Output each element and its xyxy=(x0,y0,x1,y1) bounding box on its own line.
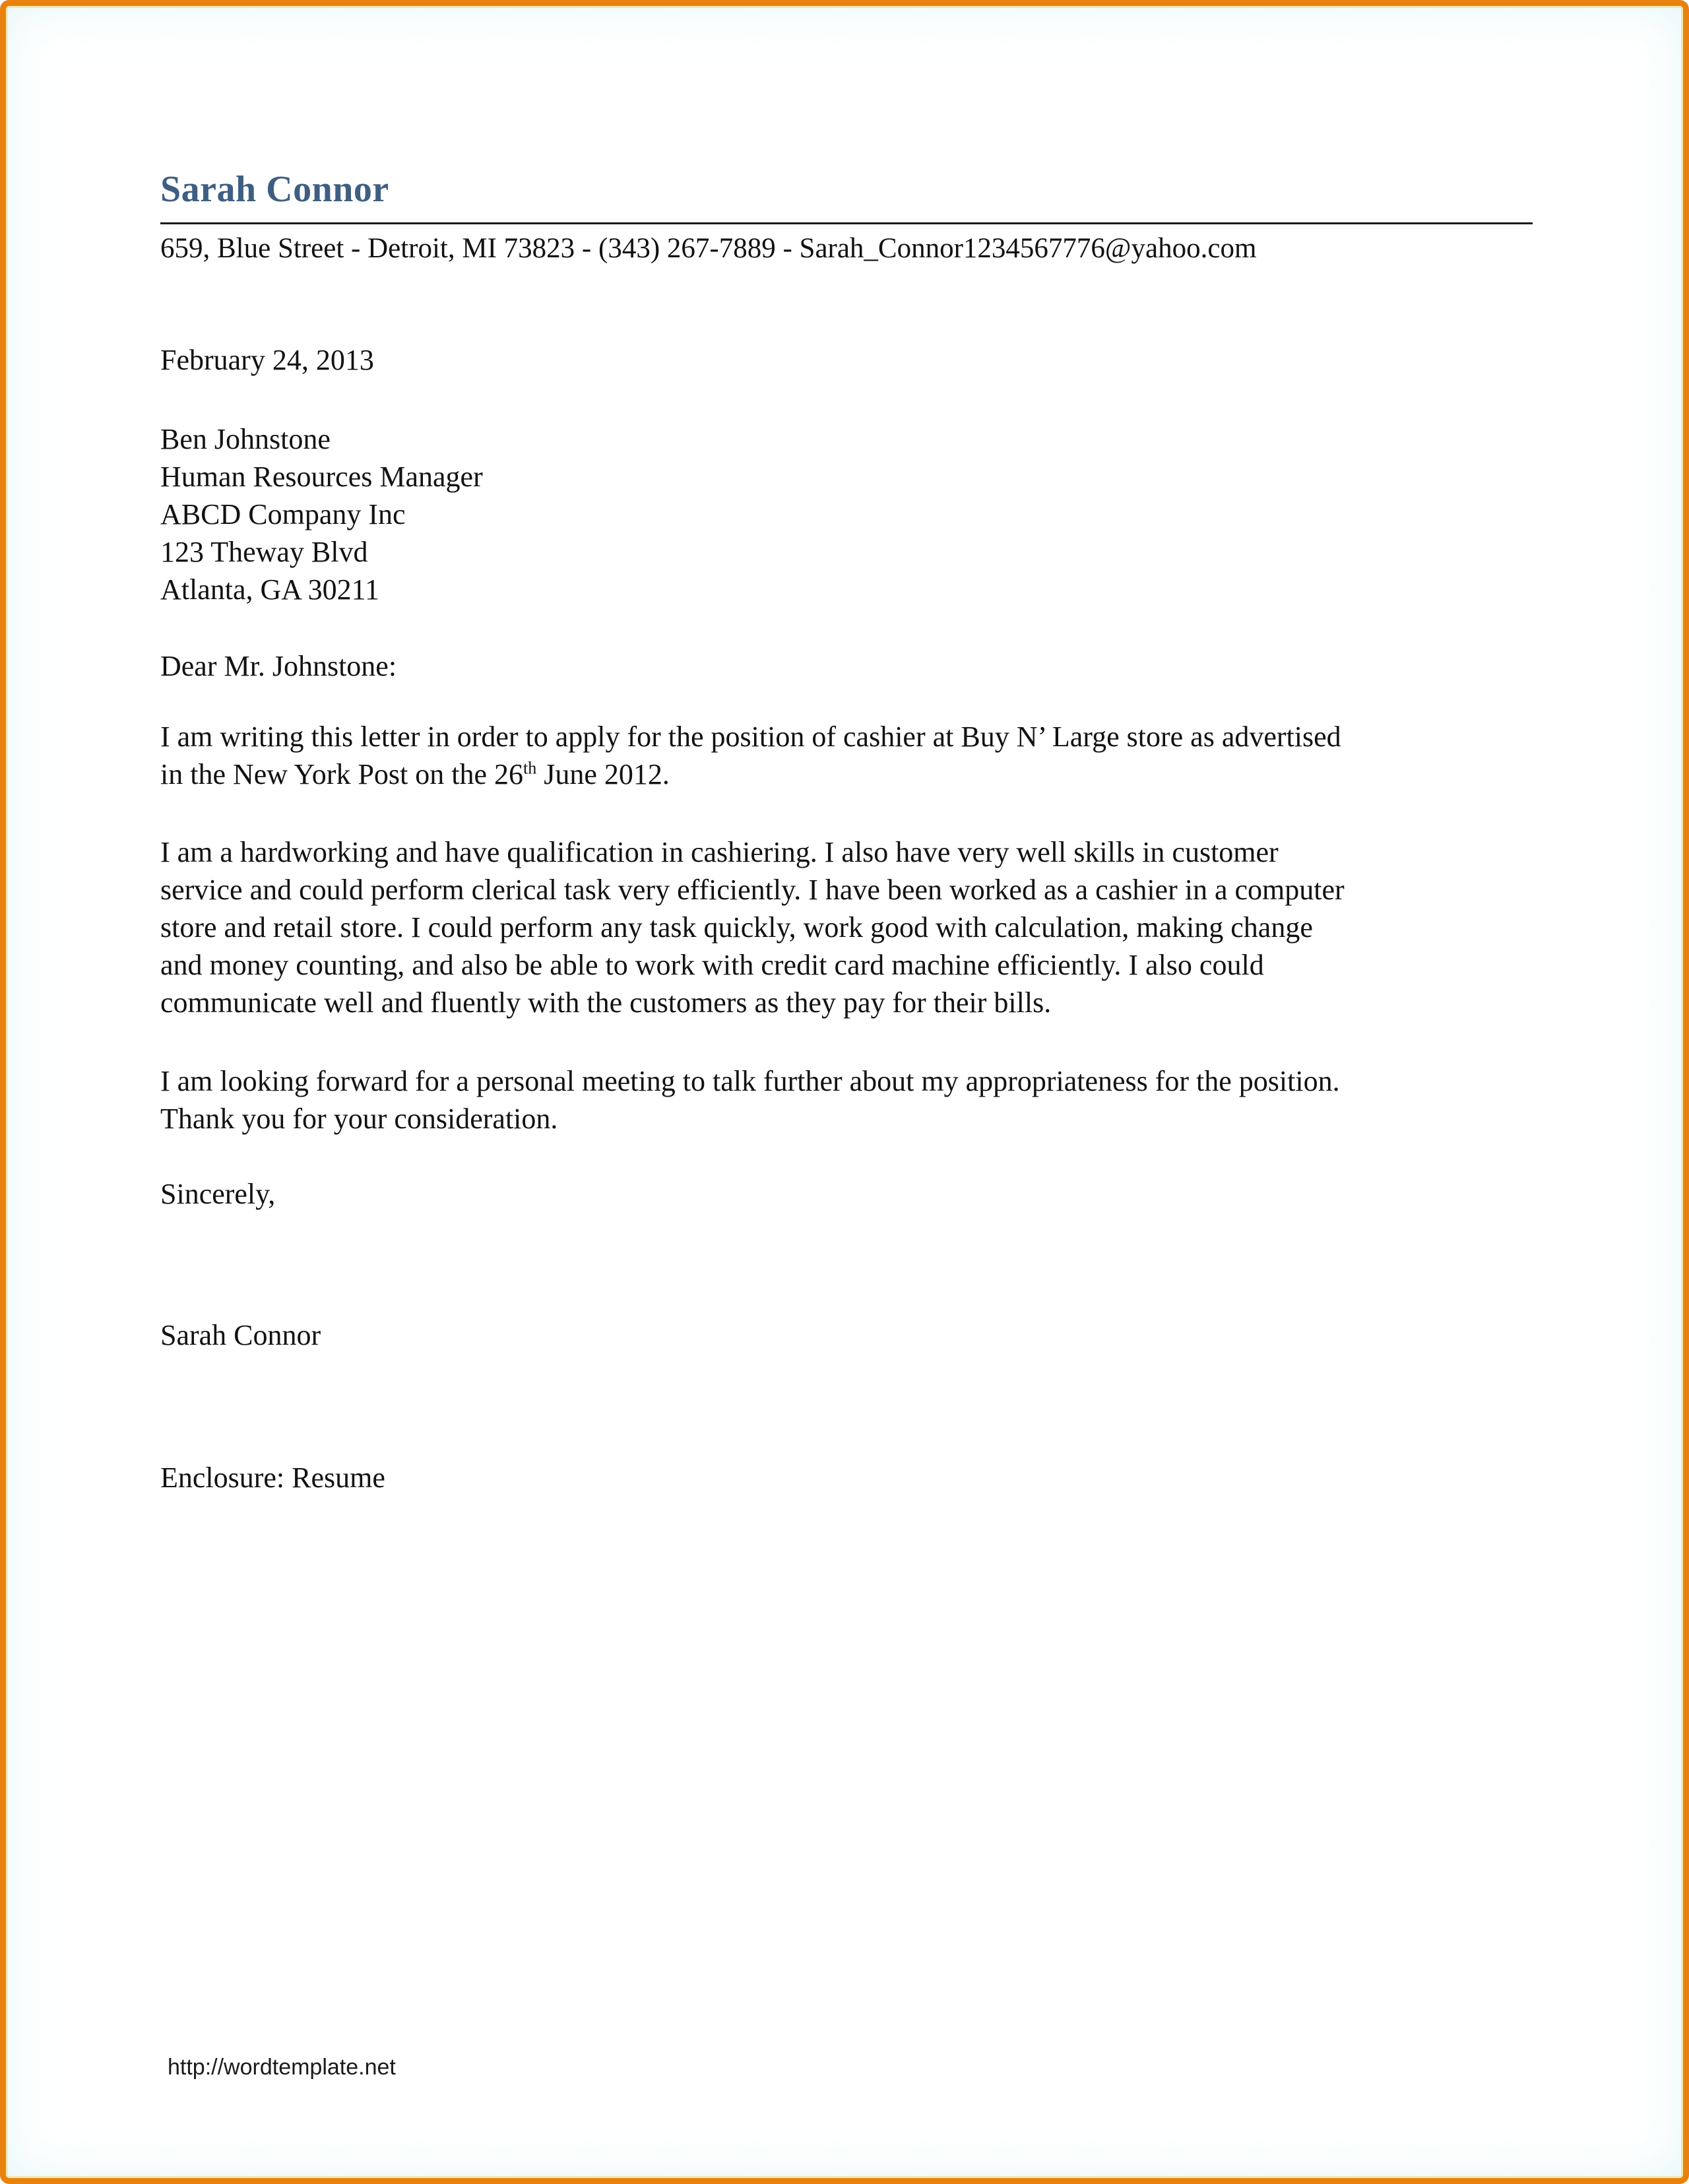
header-divider xyxy=(160,222,1533,224)
salutation: Dear Mr. Johnstone: xyxy=(160,650,397,682)
recipient-address-block xyxy=(160,420,1533,608)
date-reference-text: in the New York Post on the 26 xyxy=(160,758,524,790)
valediction: Sincerely, xyxy=(160,1178,276,1210)
paragraph-line: service and could perform clerical task very efficiently. I have been worked as a cashier in a computer xyxy=(160,874,1345,906)
signature-name: Sarah Connor xyxy=(160,1319,321,1351)
paragraph-line: I am looking forward for a personal meeting to talk further about my appropriateness for the position. xyxy=(160,1065,1340,1097)
letter-content xyxy=(6,168,1683,1496)
recipient-title: Human Resources Manager xyxy=(160,461,483,493)
paragraph-line: I am a hardworking and have qualification in cashiering. I also have very well skills in customer xyxy=(160,836,1279,868)
letter-date: February 24, 2013 xyxy=(160,344,374,376)
paragraph-line: I am writing this letter in order to apply for the position of cashier at Buy N’ Large store as advertised xyxy=(160,721,1341,753)
recipient-street: 123 Theway Blvd xyxy=(160,536,368,568)
body-paragraph xyxy=(160,833,1533,1021)
paragraph-line: store and retail store. I could perform any task quickly, work good with calculation, making change xyxy=(160,911,1313,944)
date-reference-tail: June 2012. xyxy=(536,758,670,790)
paragraph-line xyxy=(160,755,1533,793)
enclosure-note: Enclosure: Resume xyxy=(160,1461,385,1494)
paragraph-line: communicate well and fluently with the customers as they pay for their bills. xyxy=(160,986,1052,1019)
recipient-name: Ben Johnstone xyxy=(160,423,331,455)
ordinal-superscript: th xyxy=(523,758,537,778)
sender-contact-line: 659, Blue Street - Detroit, MI 73823 - (343) 267-7889 - Sarah_Connor1234567776@yahoo.com xyxy=(160,233,1257,264)
paragraph-line: Thank you for your consideration. xyxy=(160,1103,558,1135)
sender-name: Sarah Connor xyxy=(160,169,389,210)
recipient-city-state-zip: Atlanta, GA 30211 xyxy=(160,573,379,606)
opening-paragraph xyxy=(160,718,1533,793)
letter-header xyxy=(160,168,1533,267)
paragraph-line: and money counting, and also be able to work with credit card machine efficiently. I also could xyxy=(160,949,1264,981)
recipient-company: ABCD Company Inc xyxy=(160,498,406,530)
footer-url: http://wordtemplate.net xyxy=(168,2055,396,2080)
closing-paragraph xyxy=(160,1062,1533,1138)
